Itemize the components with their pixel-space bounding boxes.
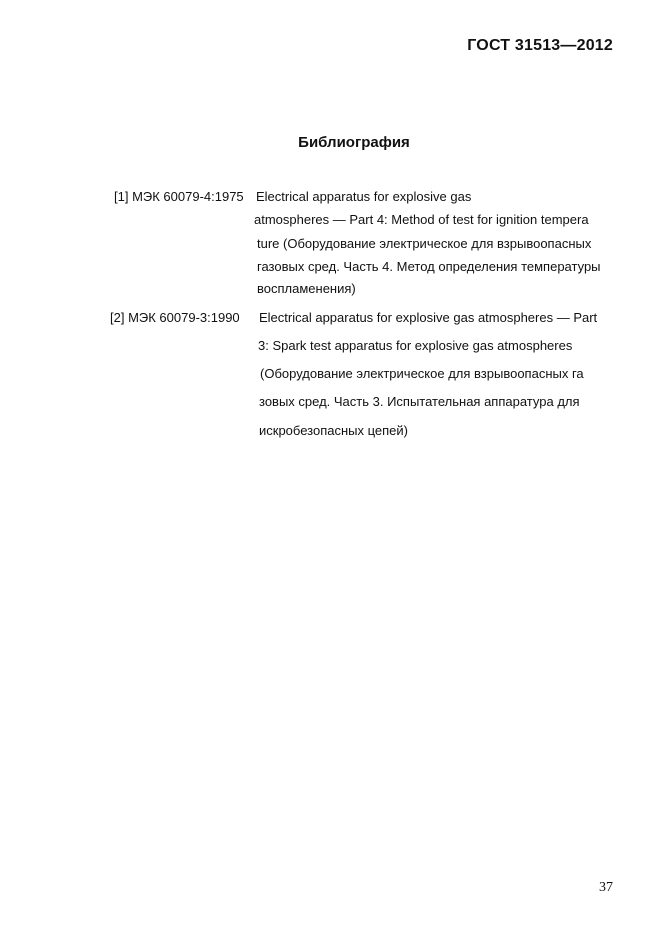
reference-code: [1] МЭК 60079-4:1975 xyxy=(114,189,244,204)
reference-line: 3: Spark test apparatus for explosive gas atmospheres xyxy=(258,338,573,353)
bibliography-title: Библиография xyxy=(298,134,410,151)
standard-designation: ГОСТ 31513—2012 xyxy=(467,37,613,54)
reference-line: ture (Оборудование электрическое для взрывоопасных xyxy=(257,236,592,251)
reference-line: воспламенения) xyxy=(257,281,356,296)
reference-line: Electrical apparatus for explosive gas xyxy=(256,189,472,204)
reference-line: искробезопасных цепей) xyxy=(259,423,408,438)
reference-line: (Оборудование электрическое для взрывоопасных га xyxy=(260,366,584,381)
reference-line: газовых сред. Часть 4. Метод определения температуры xyxy=(257,259,601,274)
reference-line: зовых сред. Часть 3. Испытательная аппаратура для xyxy=(259,394,580,409)
page-number: 37 xyxy=(599,880,613,895)
reference-code: [2] МЭК 60079-3:1990 xyxy=(110,310,240,325)
reference-line: Electrical apparatus for explosive gas atmospheres — Part xyxy=(259,310,598,325)
reference-line: atmospheres — Part 4: Method of test for ignition tempera xyxy=(254,212,589,227)
